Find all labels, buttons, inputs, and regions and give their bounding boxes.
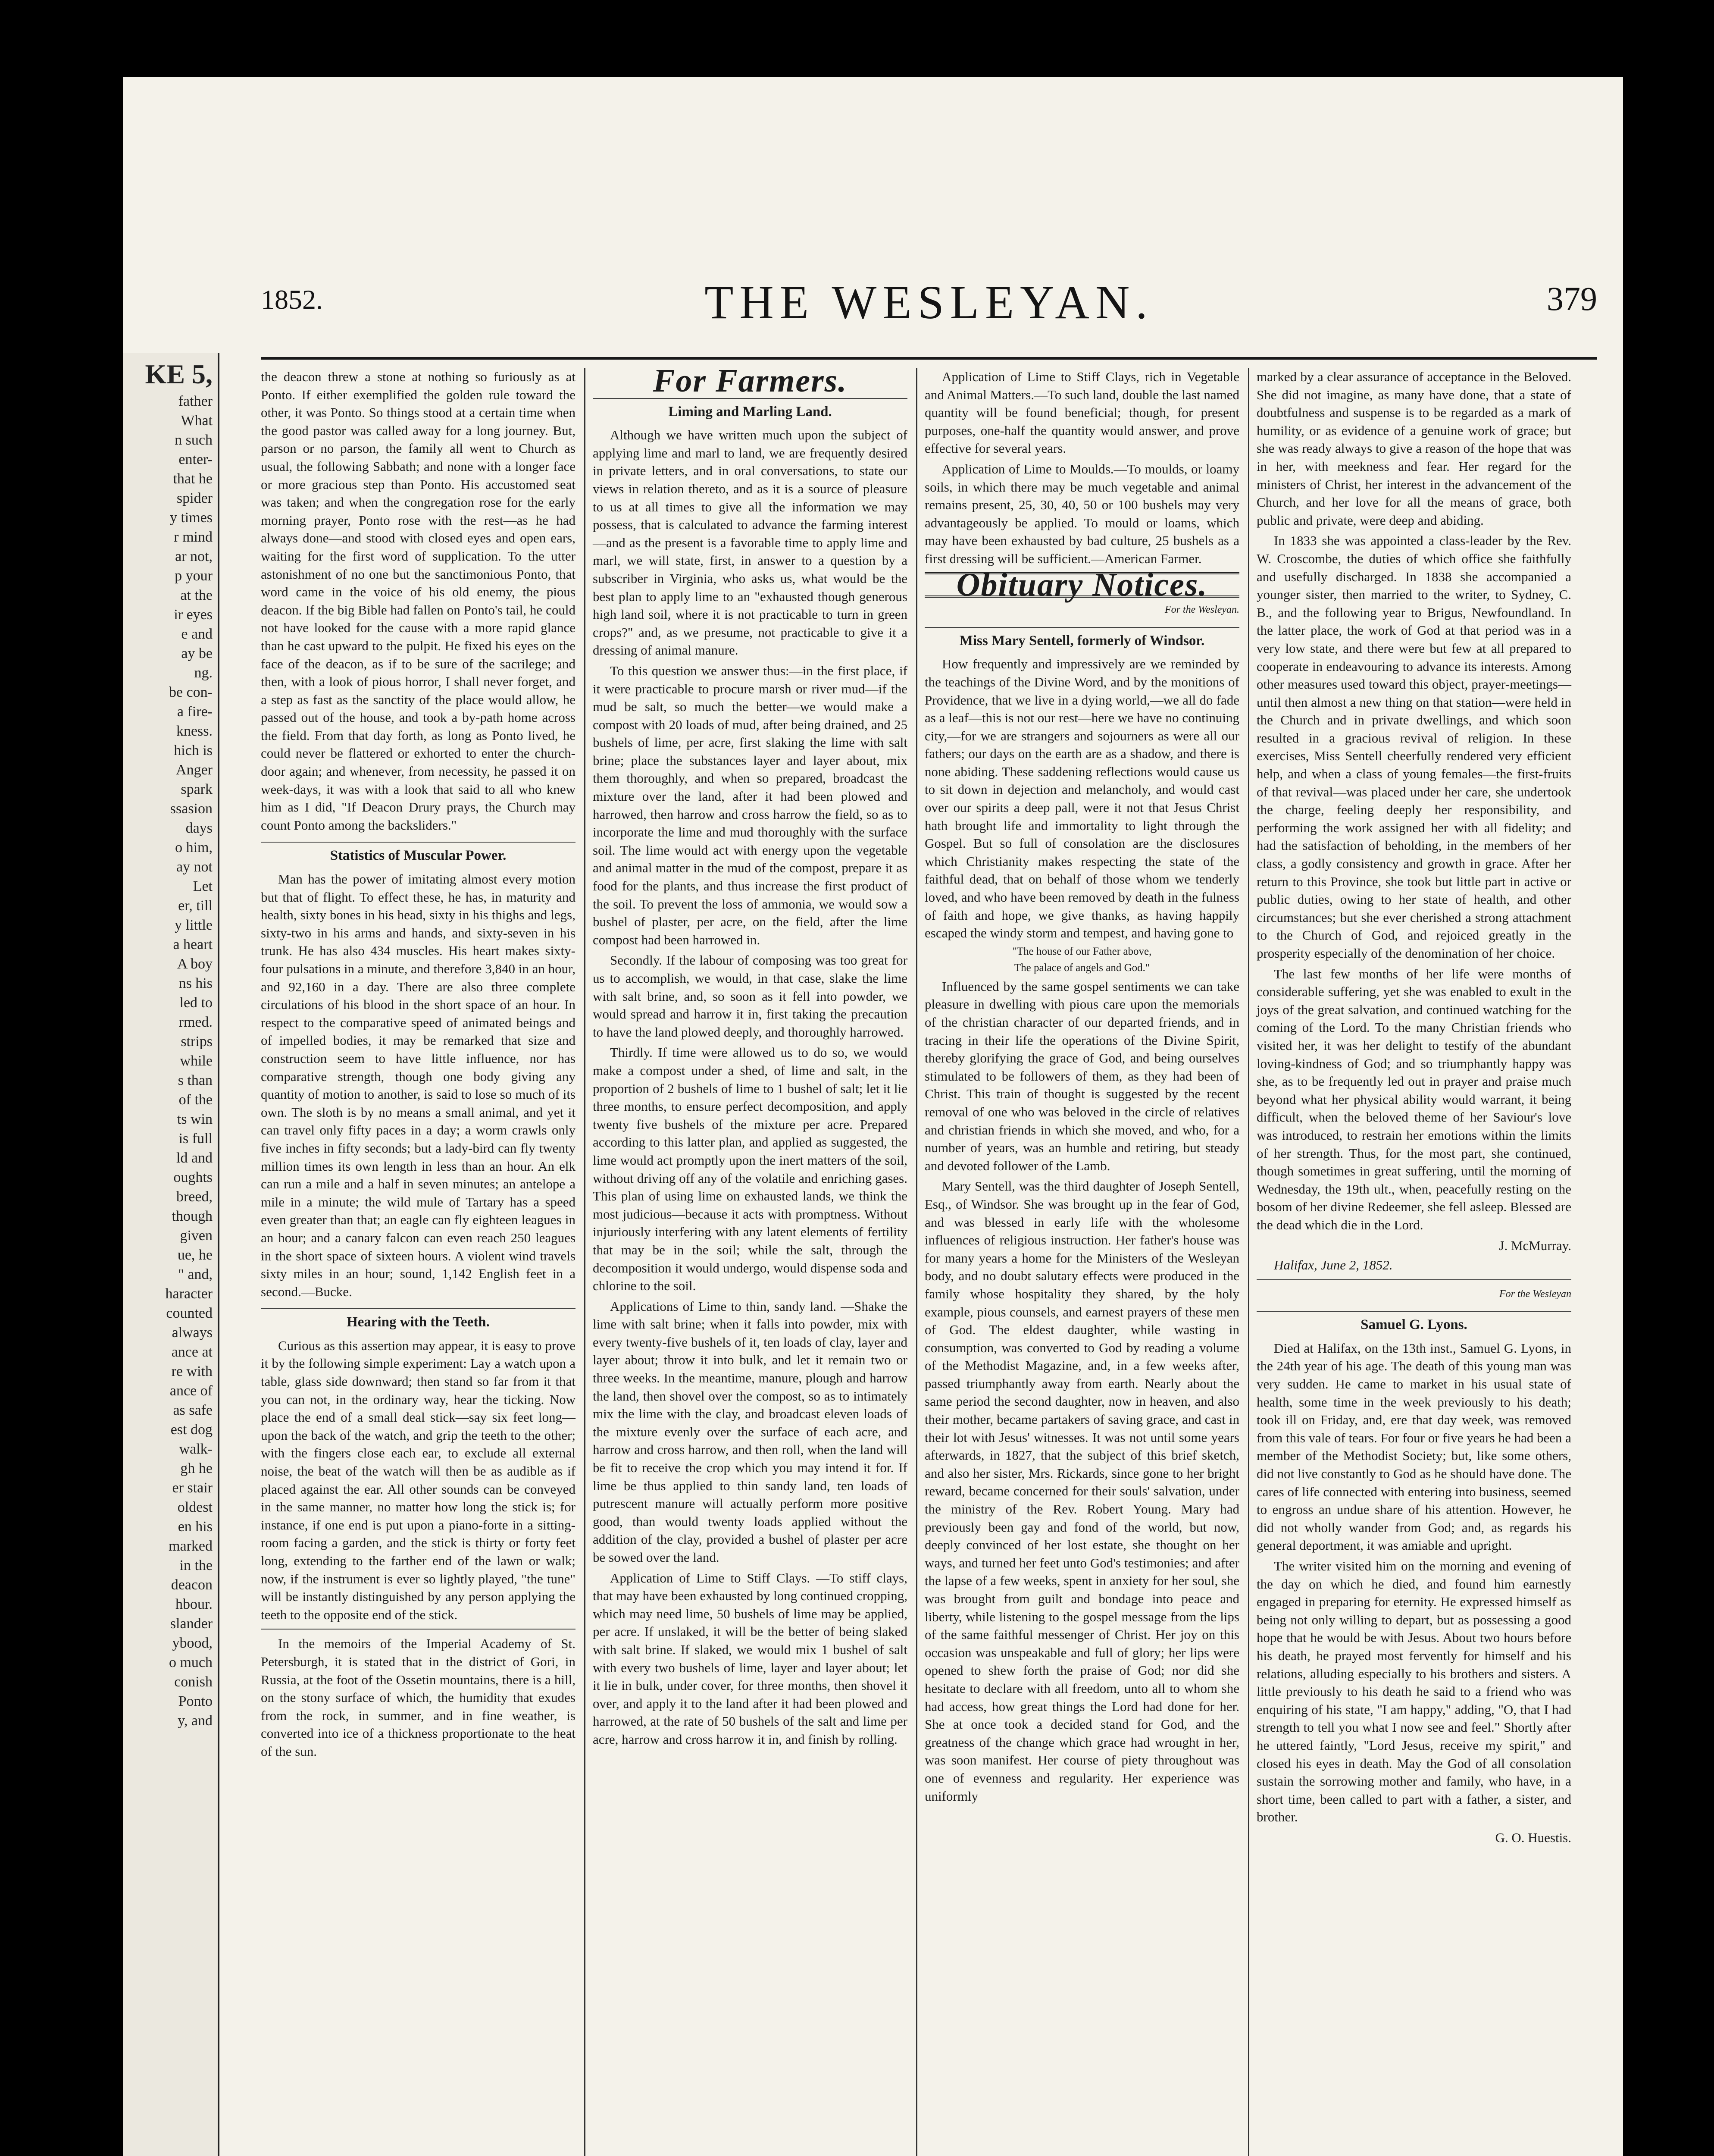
article-paragraph: Man has the power of imitating almost every motion but that of flight. To effect these, he has, in maturity and health, sixty bones in his head, sixty in his thighs and legs, sixty-two in his arms and hands, and sixty-seven in his trunk. He has also 434 muscles. His heart makes sixty-four pulsations in a minute, and therefore 3,840 in an hour, and 92,160 in a day. There are also three complete circulations of his blood in the short space of an hour. In respect to the comparative speed of animated beings and of impelled bodies, it may be remarked that size and construction seem to have little influence, nor has comparative strength, though one body giving any quantity of motion to another, is said to lose so much of its own. The sloth is by no means a small animal, and yet it can travel only fifty paces in a day; a worm crawls only five inches in fifty seconds; but a lady-bird can fly twenty million times its own length in less than an hour. An elk can run a mile and a half in seven minutes; an antelope a mile in a minute; the wild mule of Tartary has a speed even greater than that; an eagle can fly eighteen leagues in an hour; and a canary falcon can even reach 250 leagues in the short space of sixteen hours. A violent wind travels sixty miles in an hour; sound, 1,142 English feet in a second.—Bucke. (261, 871, 576, 1299)
newspaper-title: THE WESLEYAN. (704, 276, 1154, 329)
margin-fragment: ay be (181, 646, 213, 661)
article-heading: Samuel G. Lyons. (1257, 1311, 1571, 1334)
article-paragraph: In 1833 she was appointed a class-leader by the Rev. W. Croscombe, the duties of which office she faithfully and usefully discharged. In 1838 she accompanied a younger sister, then married to the writer, to Sydney, C. B., and the following year to Brigus, Newfoundland. In the latter place, the work of God at that period was in a very low state, and there were but few at all prepared to cooperate in endeavouring to advance its interests. Among other measures used toward this object, prayer-meetings—until then almost a new thing on that station—were held in the Church and in private dwellings, and which soon resulted in a gracious revival of religion. In these exercises, Miss Sentell cheerfully rendered very efficient help, and when a class of young females—the first-fruits of that revival—was placed under her care, she undertook the charge, feeling deeply her responsibility, and performing the work assigned her with all fidelity; and had the satisfaction of beholding, in the members of her class, a godly consistency and growth in grace. After her return to this Province, she took but little part in active or public duties, owing to her state of health, and other circumstances; but she ever cherished a strong attachment to the Church of God, and rejoiced greatly in the prosperity especially of the denomination of her choice. (1257, 533, 1571, 961)
margin-fragment: days (185, 820, 213, 836)
margin-fragment: spider (176, 490, 213, 506)
article-paragraph: The writer visited him on the morning and evening of the day on which he died, and found him earnestly engaged in preparing for eternity. He expressed himself as being not only willing to depart, but as possessing a good hope that he would be with Jesus. About two hours before his death, he prayed most fervently for himself and his relations, alluding especially to his brothers and sisters. A little previously to his death he said to a friend who was enquiring of his state, "I am happy," adding, "O, that I had strength to tell you what I now see and feel." Shortly after he uttered faintly, "Lord Jesus, receive my spirit," and closed his eyes in death. May the God of all consolation sustain the sorrowing mother and family, who have, in a short time, been called to part with a father, a sister, and brother. (1257, 1558, 1571, 1825)
article-paragraph: Curious as this assertion may appear, it is easy to prove it by the following simple experiment: Lay a watch upon a table, glass side downward; then stand so far from it that you can not, in the ordinary way, hear the ticking. Now place the end of a small deal stick—say six feet long—upon the back of the watch, and grip the teeth to the other; with the fingers close each ear, to exclude all external noise, the beat of the watch will then be as audible as if placed against the ear. All other sounds can be conveyed in the same manner, no matter how long the stick is; for instance, if one end is put upon a piano-forte in a sitting-room facing a garden, and the stick is thirty or forty feet long, extending to the farther end of the lawn or walk; now, if the instrument is ever so lightly played, "the tune" will be instantly distinguished by any person applying the teeth to the opposite end of the stick. (261, 1338, 576, 1622)
article-paragraph: In the memoirs of the Imperial Academy of St. Petersburgh, it is stated that in the district of Gori, in Russia, at the foot of the Ossetin mountains, there is a hill, on the stony surface of which, the humidity that exudes from the rock, in summer, and in fine weather, is converted into ice of a thickness proportionate to the heat of the sun. (261, 1636, 576, 1759)
margin-fragment: ts win (177, 1111, 213, 1127)
margin-fragment: led to (179, 995, 213, 1011)
margin-fragment: conish (174, 1674, 213, 1690)
margin-fragment: enter- (178, 451, 213, 467)
margin-fragment: p your (175, 568, 213, 584)
article-paragraph: Application of Lime to Stiff Clays, rich in Vegetable and Animal Matters.—To such land, double the last named quantity will be found beneficial; though, for present purposes, one-half the quantity would answer, and prove effective for several years. (925, 369, 1239, 456)
margin-fragment: Anger (176, 762, 213, 778)
margin-fragment: re with (171, 1363, 213, 1379)
margin-fragment: ance of (169, 1383, 213, 1399)
margin-fragment: er, till (178, 898, 213, 914)
margin-fragment: marked (169, 1538, 213, 1554)
article-paragraph: To this question we answer thus:—in the first place, if it were practicable to procure marsh or river mud—if the mud be salt, so much the better—we would make a compost with 20 loads of mud, after being drained, and 25 bushels of lime, per acre, first slaking the lime with salt brine; place the substances layer and layer about, mix them thoroughly, and when so prepared, broadcast the mixture over the land, after it had been plowed and harrowed, then harrow and cross harrow the field, so as to incorporate the lime and mud thoroughly with the surface soil. The lime would act with energy upon the vegetable and animal matter in the mud of the compost, prepare it as food for the plants, and thus increase the first product of the soil. To prevent the loss of ammonia, we would sow a bushel of plaster, per acre, on the field, after the lime compost had been harrowed in. (593, 663, 907, 947)
margin-fragment: y, and (178, 1713, 213, 1729)
margin-fragment: o much (169, 1655, 213, 1670)
article-paragraph: Influenced by the same gospel sentiments we can take pleasure in dwelling with pious care upon the memorials of the christian character of our departed friends, and in tracing in their life the operations of the Divine Spirit, thereby glorifying the grace of God, and being ourselves stimulated to be followers of them, as they had been of Christ. This train of thought is suggested by the recent removal of one who was beloved in the circle of relatives and christian friends in which she moved, and who, for a number of years, was an humble and retiring, but steady and devoted follower of the Lamb. (925, 978, 1239, 1173)
margin-fragment: is full (178, 1131, 213, 1147)
margin-fragment: y little (175, 917, 213, 933)
margin-fragment: Let (193, 878, 213, 894)
margin-fragment: while (180, 1053, 213, 1069)
header-rule (261, 357, 1597, 360)
margin-fragment: ssasion (170, 801, 213, 817)
article-paragraph: Secondly. If the labour of composing was too great for us to accomplish, we would, in that case, slake the lime with salt brine, and, so soon as it fell into powder, we would spread and harrow it in, first taking the precaution to have the land plowed deeply, and thoroughly harrowed. (593, 953, 907, 1040)
article-paragraph: Although we have written much upon the subject of applying lime and marl to land, we are frequently desired in private letters, and in oral conversations, to state our views in relation thereto, and as it is a source of pleasure to us at all times to give all the information we may possess, that is calculated to advance the farming interest—and as the present is a favorable time to apply lime and marl, we will state, first, in answer to a question by a subscriber in Virginia, who asks us, what would be the best plan to apply lime to an "exhausted though generous high land soil, where it is not practicable to turn in green crops?" and, as we presume, not practicable to give it a dressing of animal manure. (593, 427, 907, 658)
margin-fragment: ir eyes (174, 607, 213, 623)
margin-fragment: deacon (171, 1577, 213, 1593)
signature: G. O. Huestis. (1495, 1830, 1571, 1845)
column-divider (916, 368, 917, 2156)
margin-fragment: oughts (173, 1169, 213, 1185)
section-heading-farmers: For Farmers. (653, 363, 848, 399)
article-heading: Hearing with the Teeth. (261, 1308, 576, 1332)
margin-fragment: e and (181, 626, 213, 642)
margin-fragment: n such (175, 432, 213, 448)
margin-fragment: A boy (177, 956, 213, 972)
margin-fragment: in the (179, 1557, 213, 1573)
margin-fragment: ay not (176, 859, 213, 875)
dateline: Halifax, June 2, 1852. (1274, 1257, 1393, 1273)
article-heading: Miss Mary Sentell, formerly of Windsor. (925, 627, 1239, 650)
margin-fragment: though (172, 1208, 213, 1224)
margin-fragment: r mind (174, 529, 213, 545)
newspaper-page (123, 77, 1623, 2156)
previous-page-edge (123, 353, 219, 2156)
margin-fragment: rmed. (178, 1014, 213, 1030)
margin-fragment: be con- (169, 684, 213, 700)
margin-fragment: as safe (173, 1402, 213, 1418)
byline-note: For the Wesleyan (1499, 1288, 1571, 1300)
margin-fragment: strips (181, 1034, 213, 1050)
column-1 (261, 368, 576, 1763)
margin-fragment: spark (181, 781, 213, 797)
margin-fragment: What (181, 413, 213, 429)
margin-fragment: oldest (177, 1499, 213, 1515)
header-year: 1852. (261, 284, 323, 315)
page-number: 379 (1547, 280, 1597, 317)
margin-fragment: er stair (172, 1480, 213, 1496)
column-3 (925, 368, 1239, 1808)
margin-fragment: KE 5, (145, 359, 213, 389)
column-2 (593, 363, 907, 1751)
article-paragraph: Thirdly. If time were allowed us to do so, we would make a compost under a shed, of lime and salt, in the proportion of 2 bushels of lime to 1 bushel of salt; let it lie three months, to ensure perfect decomposition, and apply twenty five bushels of the mixture per acre. Prepared according to this latter plan, and applied as suggested, the lime would act promptly upon the inert matters of the soil, without driving off any of the volatile and enriching gases. This plan of using lime on exhausted lands, we think the most judicious—because it acts with promptness. Without injuriously interfering with any latent elements of fertility that may be in the soil; while the salt, through the decomposition it would undergo, would dispense soda and chlorine to the soil. (593, 1045, 907, 1294)
column-divider (1248, 368, 1249, 2156)
column-4 (1257, 368, 1571, 1849)
margin-fragment: hich is (174, 743, 213, 758)
margin-fragment: given (180, 1228, 213, 1244)
margin-fragment: s than (178, 1072, 213, 1088)
margin-fragment: slander (170, 1616, 213, 1632)
margin-fragment: always (172, 1325, 213, 1341)
divider (1257, 1279, 1571, 1280)
margin-fragment: ld and (176, 1150, 213, 1166)
margin-fragment: a fire- (177, 704, 213, 720)
margin-fragment: gh he (180, 1460, 213, 1476)
margin-fragment: ance at (171, 1344, 213, 1360)
article-paragraph: Died at Halifax, on the 13th inst., Samuel G. Lyons, in the 24th year of his age. The death of this young man was very sudden. He came to market in his usual state of health, some time in the week previously to his death; took ill on Friday, and, ere that day week, was removed from this vale of tears. For four or five years he had been a member of the Methodist Society; but, like some others, did not live constantly to God as he should have done. The cares of life connected with entering into business, seemed to engross an undue share of his attention. However, he did not wholly wander from God; and, as regards his general deportment, it was amiable and upright. (1257, 1340, 1571, 1553)
margin-fragment: breed, (176, 1189, 213, 1205)
margin-fragment: est dog (170, 1422, 213, 1438)
margin-fragment: hbour. (175, 1596, 213, 1612)
section-heading-obituary: Obituary Notices. (925, 572, 1239, 598)
margin-fragment: ue, he (177, 1247, 213, 1263)
margin-fragment: at the (180, 587, 213, 603)
margin-fragment: ng. (194, 665, 213, 681)
article-paragraph: How frequently and impressively are we reminded by the teachings of the Divine Word, and by the monitions of Providence, that we live in a dying world,—we all do fade as a leaf—this is not our rest—here we have no continuing city,—for we are strangers and sojourners as were all our fathers; our days on the earth are as a shadow, and there is none abiding. These saddening reflections would cause us to sit down in dejection and melancholy, and would cast over our spirits a deep pall, were it not that Jesus Christ hath brought life and immortality to light through the Gospel. But so full of consolation are the disclosures which Christianity makes respecting the state of the faithful dead, that on behalf of those whom we tenderly loved, and who have been removed by death in the fulness of faith and hope, we give thanks, as having happily escaped the windy storm and tempest, and having gone to (925, 656, 1239, 941)
page-header (261, 275, 1597, 379)
column-divider (584, 368, 585, 2156)
quote-line: The palace of angels and God." (1014, 962, 1150, 974)
margin-fragment: haracter (165, 1286, 213, 1302)
margin-fragment: kness. (176, 723, 213, 739)
margin-fragment: o him, (175, 840, 213, 856)
article-paragraph: The last few months of her life were months of considerable suffering, yet she was enabled to exult in the joys of the great salvation, and continued watching for the coming of the Lord. To the many Christian friends who visited her, it was her delight to testify of the abundant loving-kindness of God; and so triumphantly happy was she, as to be frequently led out in prayer and praise much beyond what her physical ability would warrant, it being difficult, when the beloved theme of her Saviour's love was introduced, to restrain her emotions within the limits of her strength. Thus, for the most part, she continued, though sometimes in great suffering, until the morning of Wednesday, the 19th ult., when, peacefully resting on the bosom of her divine Redeemer, she fell asleep. Blessed are the dead which die in the Lord. (1257, 966, 1571, 1232)
margin-fragment: walk- (179, 1441, 213, 1457)
article-paragraph: Application of Lime to Moulds.—To moulds, or loamy soils, in which there may be much vegetable and animal remains present, 25, 30, 40, 50 or 100 bushels may very advantageously be applied. To mould or loams, which may have been exhausted by bad culture, 25 bushels as a first dressing will be sufficient.—American Farmer. (925, 461, 1239, 566)
article-paragraph: Application of Lime to Stiff Clays. —To stiff clays, that may have been exhausted by long continued cropping, which may need lime, 50 bushels of lime may be applied, per acre. If unslaked, it will be the better of being slaked with salt brine. If slaked, we would mix 1 bushel of salt with every two bushels of lime, layer and layer about; let it lie in bulk, under cover, for three months, then shovel it over, and apply it to the land after it had been plowed and harrowed, at the rate of 50 bushels of the salt and lime per acre, harrow and cross harrow it in, and finish by rolling. (593, 1570, 907, 1747)
margin-fragment: father (178, 393, 213, 409)
margin-fragment: ar not, (175, 548, 213, 564)
article-heading: Liming and Marling Land. (593, 398, 907, 421)
article-paragraph: the deacon threw a stone at nothing so furiously as at Ponto. If either exemplified the golden rule toward the other, it was Ponto. So things stood at a certain time when the good pastor was called away for a long journey. But, parson or no parson, the family all went to Church as usual, the following Sabbath; and none with a longer face or more gracious step than Ponto. His accustomed seat was taken; and when the congregation rose for the early morning prayer, Ponto rose with the rest—as he had always done—and stood with closed eyes and open ears, waiting for the first word of supplication. To the utter astonishment of no one but the sanctimonious Ponto, that word came in the voice of his old enemy, the pious deacon. If the big Bible had fallen on Ponto's tail, he could not have looked for the cause with a more rapid glance than he cast upward to the pulpit. He fixed his eyes on the face of the deacon, as if to be sure of the sacrilege; and then, with a look of pious horror, I shall never forget, and a step as fast as the sanctity of the place would allow, he passed out of the house, and took a by-path home across the field. From that day forth, as long as Ponto lived, he could never be flattered or exhorted to enter the church-door again; and whenever, from necessity, he passed it on week-days, it was with a look that said to all who knew him as I did, "If Deacon Drury prays, the Church may count Ponto among the backsliders." (261, 369, 576, 833)
byline-note: For the Wesleyan. (1164, 604, 1239, 616)
article-paragraph: Applications of Lime to thin, sandy land. —Shake the lime with salt brine; when it falls into powder, mix with every twenty-five bushels of it, ten loads of clay, layer and layer about; throw it into bulk, and let it remain two or three weeks. In the meantime, manure, plough and harrow the land, then shovel over the compost, so as to intimately mix the lime with the clay, and broadcast eleven loads of the mixture evenly over the surface of each acre, and harrow and cross harrow, and then roll, when the land will be fit to receive the crop which you may intend it for. If lime be thus applied to thin sandy land, ten loads of putrescent manure will actually perform more positive good, than would twenty loads applied without the addition of the clay, provided a bushel of plaster per acre be sowed over the land. (593, 1298, 907, 1565)
margin-fragment: of the (178, 1092, 213, 1108)
margin-fragment: ybood, (172, 1635, 213, 1651)
signature: J. McMurray. (1499, 1238, 1571, 1253)
divider (261, 1629, 576, 1630)
margin-fragment: Ponto (178, 1693, 213, 1709)
article-paragraph: marked by a clear assurance of acceptance in the Beloved. She did not imagine, as many have done, that a state of doubtfulness and suspense is to be regarded as a mark of humility, or as evidence of a genuine work of grace; but she was ready always to give a reason of the hope that was in her, with meekness and fear. Her regard for the ministers of Christ, her interest in the advancement of the Church, and her love for all the means of grace, both public and private, were deep and abiding. (1257, 369, 1571, 528)
margin-fragment: counted (166, 1305, 213, 1321)
margin-fragment: y times (169, 510, 213, 526)
margin-fragment: en his (178, 1519, 213, 1535)
article-heading: Statistics of Muscular Power. (261, 842, 576, 865)
margin-fragment: a heart (173, 937, 213, 953)
quote-line: "The house of our Father above, (1012, 945, 1152, 957)
margin-fragment: " and, (178, 1266, 213, 1282)
article-paragraph: Mary Sentell, was the third daughter of Joseph Sentell, Esq., of Windsor. She was brought up in the fear of God, and was blessed in early life with the wholesome influences of religious instruction. Her father's house was for many years a home for the Ministers of the Wesleyan body, and no doubt salutary effects were produced in the family whose hospitality they shared, by the holy example, pious counsels, and earnest prayers of these men of God. The eldest daughter, while wasting in consumption, was converted to God by reading a volume of the Methodist Magazine, and, in a few weeks after, passed triumphantly away from earth. Nearly about the same period the second daughter, now in heaven, and also their mother, became partakers of saving grace, and cast in their lot with Jesus' witnesses. It was not until some years afterwards, in 1827, that the subject of this brief sketch, and also her sister, Mrs. Rickards, since gone to her bright reward, became concerned for their souls' salvation, under the ministry of the Rev. Robert Young. Mary had previously been gay and fond of the world, but now, deeply convinced of her lost estate, she thought on her ways, and turned her feet unto God's testimonies; and after the lapse of a few weeks, spent in anxiety for her soul, she was brought from guilt and bondage into peace and liberty, while listening to the gospel message from the lips of the same faithful messenger of Christ. Her joy on this occasion was unspeakable and full of glory; her lips were opened to shew forth the praise of God; nor did she hesitate to declare with all freedom, unto all to whom she had access, how great things the Lord had done for her. She at once took a decided stand for God, and the greatness of the change which grace had wrought in her, was soon manifest. Her course of piety throughout was one of evenness and regularity. Her experience was uniformly (925, 1178, 1239, 1804)
margin-fragment: that he (173, 471, 213, 487)
margin-fragment: ns his (178, 975, 213, 991)
